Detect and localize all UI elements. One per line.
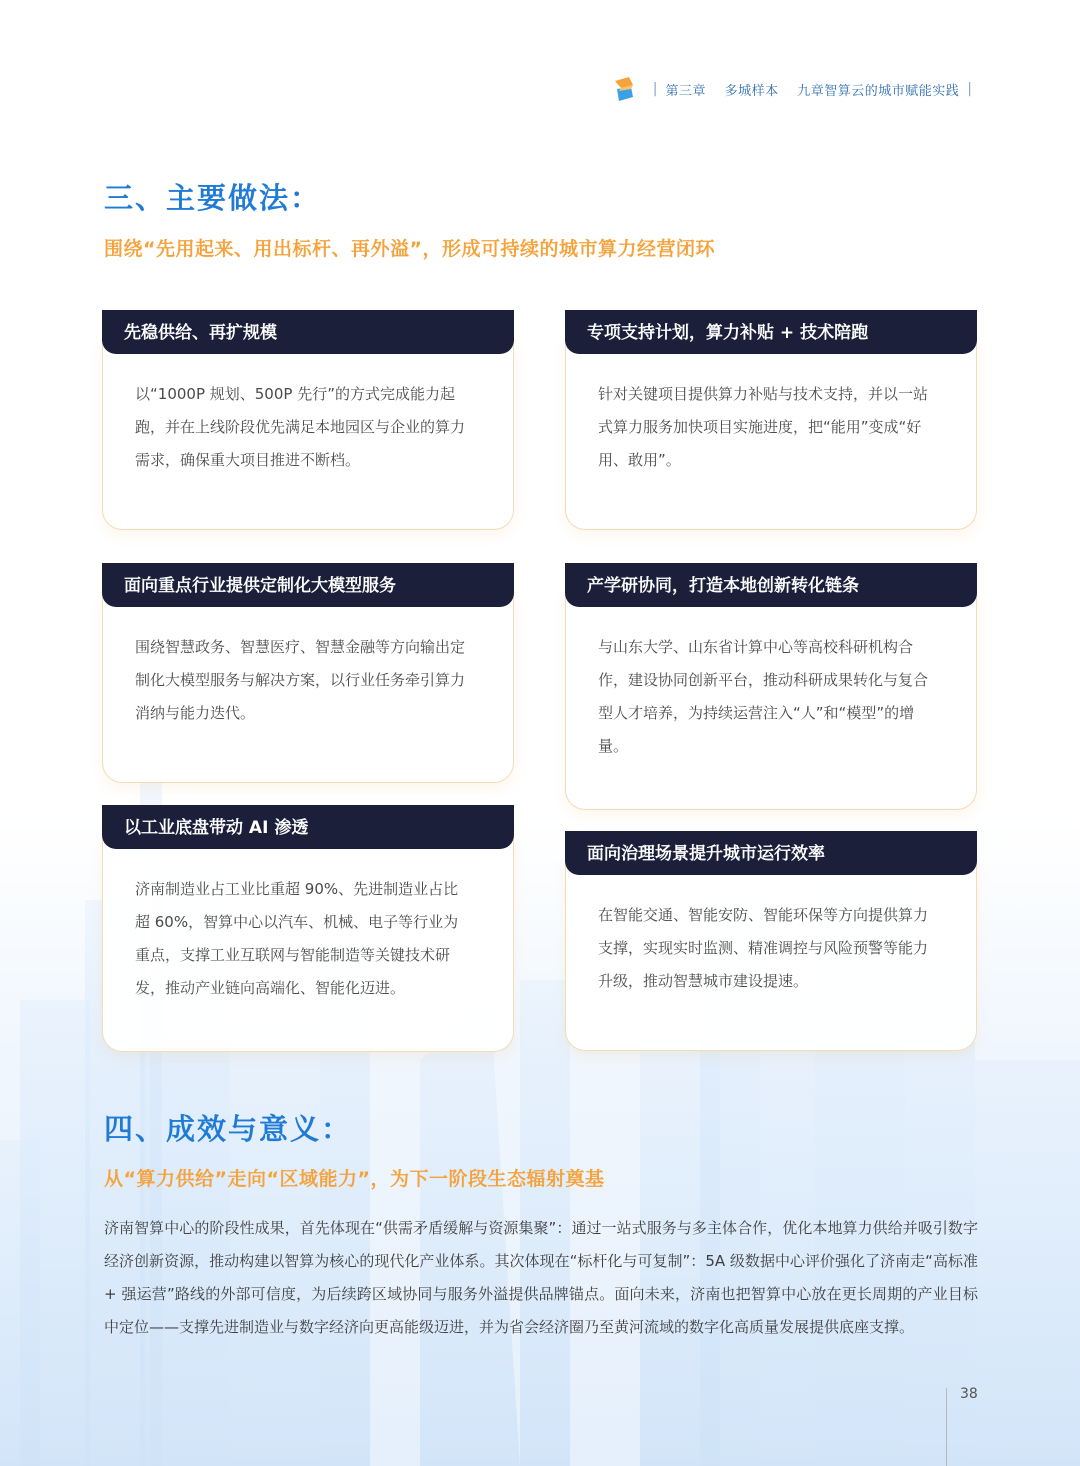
section-4-body: 济南智算中心的阶段性成果，首先体现在“供需矛盾缓解与资源集聚”：通过一站式服务与多主体合作，优化本地算力供给并吸引数字经济创新资源，推动构建以智算为核心的现代化产业体系。其次体现在“标杆化与可复制”：5A 级数据中心评价强化了济南走“高标准 + 强运营”路线的外部可信度，为后续跨区域协同与服务外溢提供品牌锚点。面向未来，济南也把智算中心放在更长周期的产业目标中定位——支撑先进制造业与数字经济向更高能级迈进，并为省会经济圈乃至黄河流域的数字化高质量发展提供底座支撑。 xyxy=(104,1219,978,1336)
practice-card xyxy=(565,831,977,1051)
practice-card-title: 产学研协同，打造本地创新转化链条 xyxy=(565,563,977,607)
header-chapter: 第三章 xyxy=(665,83,706,99)
header-separator: | xyxy=(652,81,658,97)
practice-card-title: 先稳供给、再扩规模 xyxy=(102,310,514,354)
header-separator-end: | xyxy=(967,81,972,97)
header-section: 多城样本 xyxy=(724,83,779,99)
practice-card-title: 面向治理场景提升城市运行效率 xyxy=(565,831,977,875)
practice-card-title: 专项支持计划，算力补贴 + 技术陪跑 xyxy=(565,310,977,354)
section-4-title: 四、成效与意义： xyxy=(104,1112,353,1146)
section-3-title: 三、主要做法： xyxy=(104,181,322,215)
header-title: 九章智算云的城市赋能实践 xyxy=(797,83,960,99)
page-number-divider xyxy=(946,1388,947,1466)
header-breadcrumb xyxy=(665,80,959,99)
practice-card xyxy=(102,805,514,1052)
practice-card xyxy=(565,563,977,810)
page-number: 38 xyxy=(960,1386,978,1402)
practice-card-title: 以工业底盘带动 AI 渗透 xyxy=(102,805,514,849)
practice-card xyxy=(565,310,977,530)
practice-card-body: 针对关键项目提供算力补贴与技术支持，并以一站式算力服务加快项目实施进度，把“能用”变成“好用、敢用”。 xyxy=(565,338,977,530)
page-header xyxy=(611,74,980,104)
practice-card-body: 济南制造业占工业比重超 90%、先进制造业占比超 60%，智算中心以汽车、机械、电子等行业为重点，支撑工业互联网与智能制造等关键技术研发，推动产业链向高端化、智能化迈进。 xyxy=(102,833,514,1052)
practice-card xyxy=(102,310,514,530)
practice-card-title: 面向重点行业提供定制化大模型服务 xyxy=(102,563,514,607)
section-4-subtitle: 从“算力供给”走向“区域能力”，为下一阶段生态辐射奠基 xyxy=(104,1168,605,1190)
practice-card-body: 与山东大学、山东省计算中心等高校科研机构合作，建设协同创新平台，推动科研成果转化与复合型人才培养，为持续运营注入“人”和“模型”的增量。 xyxy=(565,591,977,810)
practice-card-body: 在智能交通、智能安防、智能环保等方向提供算力支撑，实现实时监测、精准调控与风险预警等能力升级，推动智慧城市建设提速。 xyxy=(565,859,977,1051)
practice-card-body: 围绕智慧政务、智慧医疗、智慧金融等方向输出定制化大模型服务与解决方案，以行业任务牵引算力消纳与能力迭代。 xyxy=(102,591,514,783)
brand-logo-icon xyxy=(611,75,637,103)
practice-card xyxy=(102,563,514,783)
section-3-subtitle: 围绕“先用起来、用出标杆、再外溢”，形成可持续的城市算力经营闭环 xyxy=(104,238,715,260)
practice-card-body: 以“1000P 规划、500P 先行”的方式完成能力起跑，并在上线阶段优先满足本地园区与企业的算力需求，确保重大项目推进不断档。 xyxy=(102,338,514,530)
